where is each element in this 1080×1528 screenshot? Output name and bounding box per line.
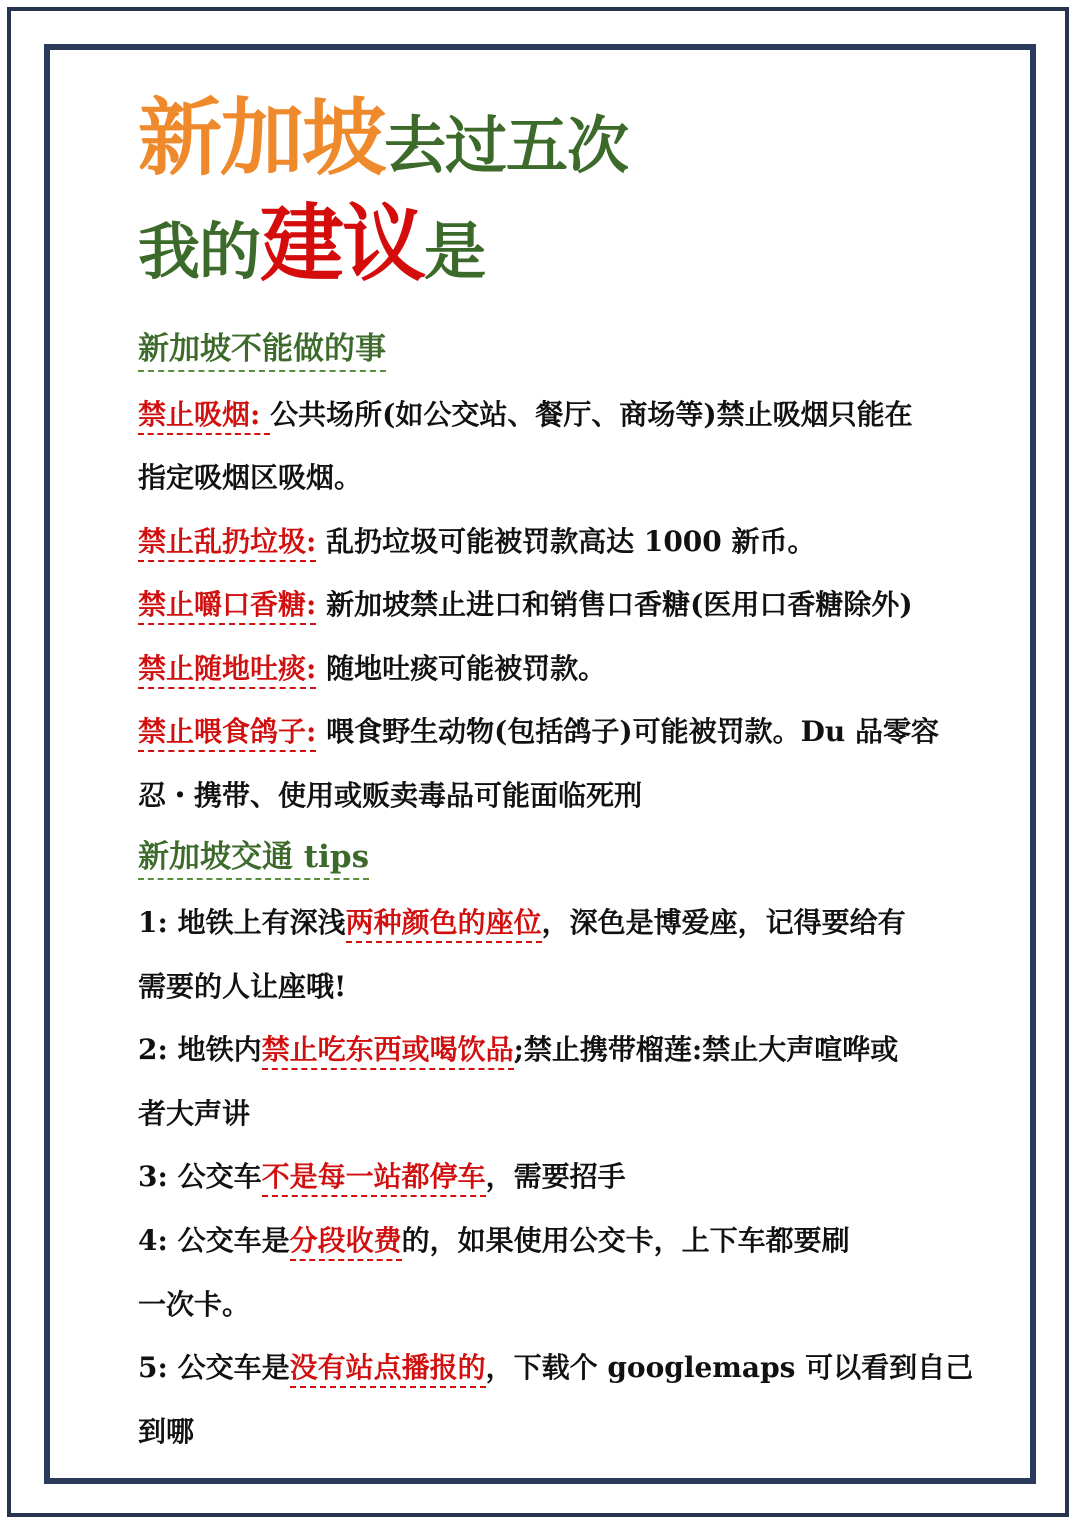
tip-text: 5: 公交车是 (138, 1351, 290, 1384)
tip-highlight: 分段收费 (290, 1224, 402, 1261)
tip-item (138, 1351, 973, 1385)
tip-text-continued: 到哪 (138, 1415, 195, 1448)
rule-text: 乱扔垃圾可能被罚款高达 1000 新币。 (316, 525, 816, 558)
rule-item (138, 715, 939, 749)
tip-text: ，下载个 googlemaps 可以看到自己 (485, 1351, 974, 1384)
rule-item (138, 398, 913, 432)
rule-text: 新加坡禁止进口和销售口香糖(医用口香糖除外) (316, 588, 913, 621)
section-heading-tips: 新加坡交通 tips (138, 840, 369, 880)
tip-item (138, 1033, 898, 1067)
rule-text-continued: 忍・携带、使用或贩卖毒品可能面临死刑 (138, 779, 643, 812)
title-green: 去过五次 (384, 109, 629, 182)
tip-text: 3: 公交车 (138, 1160, 262, 1193)
title-orange: 新加坡 (138, 89, 385, 187)
rule-item (138, 652, 606, 686)
tip-text-continued: 一次卡。 (138, 1288, 251, 1321)
rule-label: 禁止乱扔垃圾: (138, 525, 316, 562)
rule-text: 公共场所(如公交站、餐厅、商场等)禁止吸烟只能在 (270, 398, 913, 431)
rule-item (138, 525, 816, 559)
tip-item (138, 906, 906, 940)
rule-text-continued: 指定吸烟区吸烟。 (138, 461, 363, 494)
rule-label: 禁止喂食鸽子: (138, 715, 316, 752)
tip-text-continued: 者大声讲 (138, 1097, 251, 1130)
tip-text: 4: 公交车是 (138, 1224, 290, 1257)
rule-label: 禁止嚼口香糖: (138, 588, 316, 625)
rule-label: 禁止吸烟: (138, 398, 270, 435)
title-line-2 (138, 195, 486, 293)
rule-text: 随地吐痰可能被罚款。 (316, 652, 607, 685)
tip-text: ，需要招手 (485, 1160, 626, 1193)
rule-item (138, 588, 913, 622)
title-line-1 (138, 89, 629, 187)
tip-text: ;禁止携带榴莲:禁止大声喧哗或 (513, 1033, 899, 1066)
tip-highlight: 两种颜色的座位 (346, 906, 542, 943)
tip-item (138, 1160, 626, 1194)
tip-highlight: 没有站点播报的 (290, 1351, 486, 1388)
title-red: 建议 (260, 195, 425, 293)
title-green-b: 是 (424, 215, 486, 288)
tip-text: ，深色是博爱座，记得要给有 (541, 906, 906, 939)
title-green-a: 我的 (138, 215, 261, 288)
rule-label: 禁止随地吐痰: (138, 652, 316, 689)
tip-highlight: 不是每一站都停车 (262, 1160, 486, 1197)
tip-text: 的，如果使用公交卡，上下车都要刷 (401, 1224, 850, 1257)
tip-text: 1: 地铁上有深浅 (138, 906, 346, 939)
tip-text-continued: 需要的人让座哦! (138, 970, 347, 1003)
tip-highlight: 禁止吃东西或喝饮品 (262, 1033, 514, 1070)
tip-item (138, 1224, 850, 1258)
section-heading-rules: 新加坡不能做的事 (138, 332, 386, 372)
rule-text: 喂食野生动物(包括鸽子)可能被罚款。Du 品零容 (316, 715, 939, 748)
tip-text: 2: 地铁内 (138, 1033, 262, 1066)
